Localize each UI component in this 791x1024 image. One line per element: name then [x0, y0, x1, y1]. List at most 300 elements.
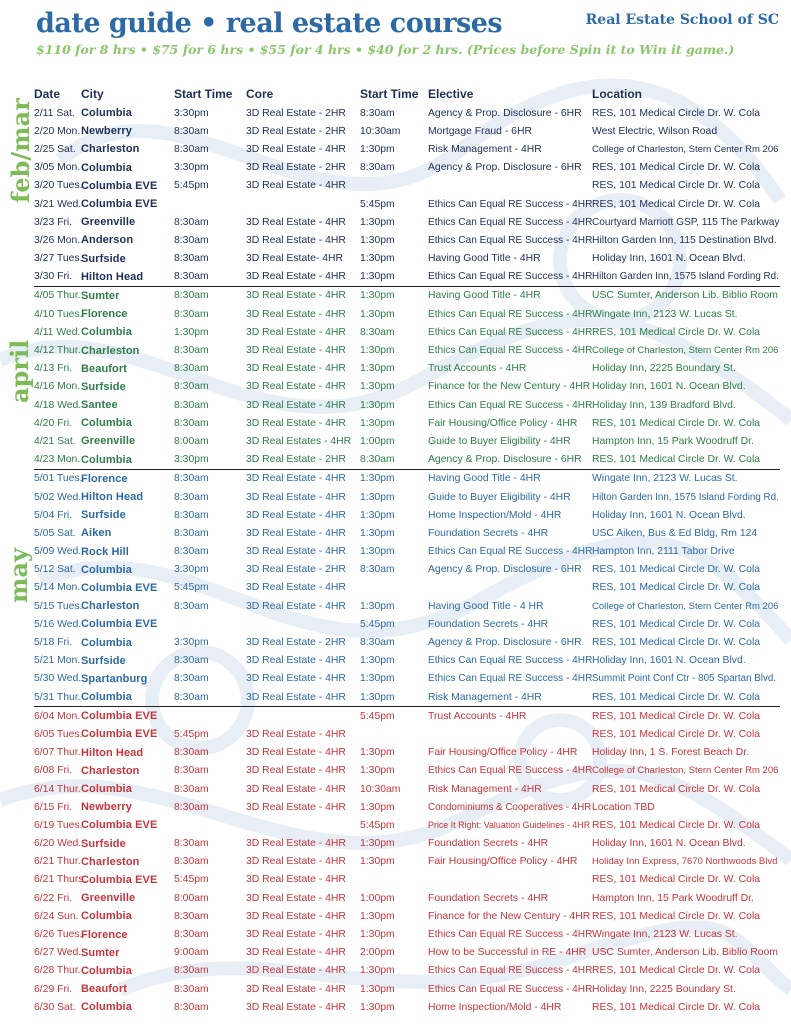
cell-location: Holiday Inn, 1601 N. Ocean Blvd. [592, 253, 746, 265]
cell-location: RES, 101 Medical Circle Dr. W. Cola [592, 1001, 761, 1013]
cell-core-start-time: 8:30am [174, 673, 209, 685]
cell-elective-course: Ethics Can Equal RE Success - 4HR [428, 965, 592, 977]
cell-elective-course: Ethics Can Equal RE Success - 4HR [428, 673, 592, 685]
cell-core-start-time: 8:30am [174, 747, 209, 759]
cell-core-start-time: 8:30am [174, 856, 209, 868]
cell-elective-course: Having Good Title - 4HR [428, 473, 541, 485]
cell-core-start-time: 8:30am [174, 271, 209, 283]
table-row [34, 670, 780, 688]
cell-elective-course: Ethics Can Equal RE Success - 4HR [428, 399, 592, 411]
cell-date: 5/02 Wed. [34, 491, 82, 503]
cell-core-course: 3D Real Estate - 4HR [246, 691, 346, 703]
cell-core-course: 3D Real Estate - 4HR [246, 983, 346, 995]
cell-city: Columbia EVE [81, 581, 158, 594]
cell-elective-start-time: 1:30pm [360, 345, 395, 357]
cell-date: 4/20 Fri. [34, 417, 73, 429]
page-header [36, 6, 779, 42]
cell-date: 6/07 Thur. [34, 747, 81, 759]
cell-location: RES, 101 Medical Circle Dr. W. Cola [592, 454, 761, 466]
cell-elective-start-time: 1:30pm [360, 838, 395, 850]
cell-date: 6/27 Wed. [34, 947, 82, 959]
cell-date: 6/04 Mon. [34, 710, 81, 722]
cell-date: 5/18 Fri. [34, 637, 73, 649]
table-row [34, 159, 780, 177]
cell-core-start-time: 3:30pm [174, 107, 209, 119]
cell-city: Columbia [81, 107, 132, 120]
cell-core-start-time: 8:30am [174, 765, 209, 777]
table-row [34, 816, 780, 834]
cell-core-course: 3D Real Estate - 4HR [246, 271, 346, 283]
cell-core-start-time: 8:30am [174, 216, 209, 228]
cell-elective-course: Ethics Can Equal RE Success - 4HR [428, 271, 592, 283]
cell-elective-course: Foundation Secrets - 4HR [428, 892, 549, 904]
cell-core-course: 3D Real Estate - 4HR [246, 728, 346, 740]
cell-date: 6/28 Thur. [34, 965, 81, 977]
cell-location: Holiday Inn, 139 Bradford Blvd. [592, 399, 736, 411]
cell-elective-start-time: 1:30pm [360, 234, 395, 246]
cell-core-course: 3D Real Estate - 4HR [246, 655, 346, 667]
cell-city: Santee [81, 399, 118, 412]
table-row [34, 470, 780, 488]
table-row [34, 140, 780, 158]
table-row [34, 744, 780, 762]
cell-core-course: 3D Real Estates - 4HR [246, 435, 352, 447]
cell-city: Newberry [81, 125, 132, 138]
cell-elective-course: How to be Successful in RE - 4HR [428, 947, 587, 959]
table-row [34, 432, 780, 450]
cell-date: 3/05 Mon. [34, 162, 81, 174]
cell-date: 6/14 Thur. [34, 783, 81, 795]
cell-core-course: 3D Real Estate - 4HR [246, 527, 346, 539]
cell-location: Holiday Inn, 2225 Boundary St. [592, 363, 736, 375]
cell-elective-course: Fair Housing/Office Policy - 4HR [428, 417, 578, 429]
cell-date: 6/05 Tues. [34, 728, 83, 740]
cell-elective-course: Having Good Title - 4HR [428, 290, 541, 302]
cell-core-start-time: 3:30pm [174, 162, 209, 174]
cell-city: Columbia EVE [81, 728, 158, 741]
cell-date: 5/05 Sat. [34, 527, 76, 539]
cell-city: Columbia [81, 783, 132, 796]
table-row [34, 360, 780, 378]
cell-elective-start-time: 1:30pm [360, 801, 395, 813]
cell-location: RES, 101 Medical Circle Dr. W. Cola [592, 965, 761, 977]
cell-elective-course: Agency & Prop. Disclosure - 6HR [428, 564, 582, 576]
cell-elective-start-time: 1:30pm [360, 399, 395, 411]
cell-city: Greenville [81, 435, 136, 448]
cell-elective-start-time: 1:30pm [360, 143, 395, 155]
table-row [34, 488, 780, 506]
cell-city: Columbia EVE [81, 710, 158, 723]
cell-elective-course: Ethics Can Equal RE Success - 4HR [428, 345, 592, 357]
cell-location: Hampton Inn, 2111 Tabor Drive [592, 546, 735, 558]
cell-core-course: 3D Real Estate - 4HR [246, 345, 346, 357]
cell-city: Greenville [81, 216, 136, 229]
cell-city: Columbia [81, 417, 132, 430]
cell-elective-course: Ethics Can Equal RE Success - 4HR [428, 765, 592, 777]
cell-location: RES, 101 Medical Circle Dr. W. Cola [592, 637, 761, 649]
cell-elective-start-time: 1:00pm [360, 892, 395, 904]
cell-elective-course: Ethics Can Equal RE Success - 4HR [428, 983, 592, 995]
table-row [34, 907, 780, 925]
cell-core-course: 3D Real Estate - 2HR [246, 125, 346, 137]
cell-date: 3/30 Fri. [34, 271, 73, 283]
cell-location: RES, 101 Medical Circle Dr. W. Cola [592, 910, 761, 922]
cell-elective-course: Condominiums & Cooperatives - 4HR [428, 801, 592, 813]
cell-core-start-time: 8:30am [174, 417, 209, 429]
cell-core-start-time: 8:30am [174, 527, 209, 539]
cell-city: Columbia [81, 636, 132, 649]
cell-elective-course: Guide to Buyer Eligibility - 4HR [428, 435, 571, 447]
cell-elective-course: Ethics Can Equal RE Success - 4HR [428, 655, 592, 667]
table-row [34, 944, 780, 962]
cell-date: 6/24 Sun. [34, 910, 79, 922]
cell-core-start-time: 8:30am [174, 308, 209, 320]
cell-elective-course: Agency & Prop. Disclosure - 6HR [428, 107, 582, 119]
cell-location: Holiday Inn, 1601 N. Ocean Blvd. [592, 509, 746, 521]
table-row [34, 998, 780, 1016]
cell-location: USC Aiken, Bus & Ed Bldg, Rm 124 [592, 527, 758, 539]
cell-date: 4/12 Thur. [34, 345, 81, 357]
cell-city: Florence [81, 308, 128, 321]
cell-elective-course: Trust Accounts - 4HR [428, 363, 527, 375]
table-row [34, 231, 780, 249]
cell-elective-start-time: 1:30pm [360, 655, 395, 667]
table-row [34, 341, 780, 359]
table-row [34, 177, 780, 195]
cell-location: Wingate Inn, 2123 W. Lucas St. [592, 929, 738, 941]
cell-date: 6/22 Fri. [34, 892, 73, 904]
cell-elective-start-time: 5:45pm [360, 710, 395, 722]
cell-core-course: 3D Real Estate - 4HR [246, 234, 346, 246]
cell-core-start-time: 8:30am [174, 655, 209, 667]
cell-location: USC Sumter, Anderson Lib. Biblio Room [592, 947, 778, 959]
table-row [34, 980, 780, 998]
cell-core-start-time: 8:30am [174, 143, 209, 155]
cell-elective-course: Ethics Can Equal RE Success - 4HR [428, 216, 592, 228]
cell-core-start-time: 3:30pm [174, 454, 209, 466]
cell-location: RES, 101 Medical Circle Dr. W. Cola [592, 819, 761, 831]
cell-location: RES, 101 Medical Circle Dr. W. Cola [592, 582, 761, 594]
cell-elective-course: Ethics Can Equal RE Success - 4HR [428, 546, 592, 558]
table-row [34, 652, 780, 670]
cell-location: Hilton Garden Inn, 1575 Island Fording Rd. [592, 491, 779, 503]
table-row [34, 707, 780, 725]
month-label-april: april [5, 339, 34, 403]
cell-core-course: 3D Real Estate - 2HR [246, 107, 346, 119]
cell-elective-start-time: 8:30am [360, 107, 395, 119]
cell-city: Columbia [81, 1001, 132, 1014]
cell-core-start-time: 8:30am [174, 253, 209, 265]
cell-elective-course: Agency & Prop. Disclosure - 6HR [428, 162, 582, 174]
cell-city: Surfside [81, 380, 126, 393]
cell-elective-course: Ethics Can Equal RE Success - 4HR [428, 198, 592, 210]
table-row [34, 762, 780, 780]
cell-city: Surfside [81, 252, 126, 265]
cell-elective-start-time: 1:30pm [360, 747, 395, 759]
month-label-may: may [4, 548, 33, 603]
cell-date: 5/16 Wed. [34, 618, 82, 630]
cell-city: Columbia [81, 964, 132, 977]
table-row [34, 506, 780, 524]
cell-core-start-time: 8:30am [174, 546, 209, 558]
cell-core-start-time: 8:30am [174, 363, 209, 375]
cell-core-course: 3D Real Estate - 4HR [246, 910, 346, 922]
cell-city: Greenville [81, 892, 136, 905]
cell-city: Columbia EVE [81, 873, 158, 886]
table-row [34, 962, 780, 980]
cell-date: 6/20 Wed. [34, 838, 82, 850]
cell-elective-start-time: 1:30pm [360, 491, 395, 503]
cell-location: RES, 101 Medical Circle Dr. W. Cola [592, 180, 761, 192]
cell-elective-start-time: 1:30pm [360, 216, 395, 228]
table-row [34, 871, 780, 889]
cell-location: RES, 101 Medical Circle Dr. W. Cola [592, 618, 761, 630]
column-header-date: Date [34, 87, 61, 101]
cell-location: RES, 101 Medical Circle Dr. W. Cola [592, 198, 761, 210]
cell-core-start-time: 3:30pm [174, 564, 209, 576]
cell-core-course: 3D Real Estate - 4HR [246, 783, 346, 795]
cell-city: Charleston [81, 855, 140, 868]
cell-location: Holiday Inn, 1601 N. Ocean Blvd. [592, 655, 746, 667]
cell-elective-start-time: 10:30am [360, 783, 401, 795]
cell-date: 4/16 Mon. [34, 381, 81, 393]
cell-location: Holiday Inn, 1601 N. Ocean Blvd. [592, 381, 746, 393]
cell-elective-start-time: 1:30pm [360, 473, 395, 485]
cell-elective-course: Ethics Can Equal RE Success - 4HR [428, 929, 592, 941]
cell-core-start-time: 5:45pm [174, 874, 209, 886]
cell-location: RES, 101 Medical Circle Dr. W. Cola [592, 783, 761, 795]
cell-elective-course: Having Good Title - 4 HR [428, 600, 544, 612]
month-label-feb-mar: feb/mar [6, 98, 35, 203]
cell-core-start-time: 8:00am [174, 892, 209, 904]
cell-core-start-time: 8:30am [174, 600, 209, 612]
cell-city: Columbia [81, 910, 132, 923]
cell-date: 5/30 Wed. [34, 673, 82, 685]
cell-city: Aiken [81, 527, 112, 540]
cell-city: Spartanburg [81, 672, 148, 685]
cell-location: Wingate Inn, 2123 W. Lucas St. [592, 473, 738, 485]
cell-elective-course: Price It Right: Valuation Guidelines - 4HR [428, 820, 591, 831]
cell-core-course: 3D Real Estate - 4HR [246, 582, 346, 594]
cell-core-course: 3D Real Estate - 4HR [246, 856, 346, 868]
cell-city: Charleston [81, 600, 140, 613]
cell-date: 6/21 Thurs. [34, 874, 87, 886]
month-section [34, 707, 780, 1016]
cell-elective-start-time: 1:30pm [360, 856, 395, 868]
cell-location: Hilton Garden Inn, 1575 Island Fording Rd. [592, 271, 779, 283]
cell-core-course: 3D Real Estate - 4HR [246, 509, 346, 521]
cell-location: West Electric, Wilson Road [592, 125, 718, 137]
cell-elective-start-time: 5:45pm [360, 618, 395, 630]
cell-core-start-time: 8:30am [174, 983, 209, 995]
cell-date: 4/11 Wed. [34, 326, 81, 338]
cell-core-start-time: 8:30am [174, 125, 209, 137]
cell-date: 5/04 Fri. [34, 509, 73, 521]
cell-date: 2/20 Mon. [34, 125, 81, 137]
cell-city: Columbia [81, 563, 132, 576]
cell-date: 6/19 Tues. [34, 819, 83, 831]
cell-city: Newberry [81, 801, 132, 814]
cell-core-course: 3D Real Estate - 2HR [246, 454, 346, 466]
cell-city: Florence [81, 928, 128, 941]
cell-core-course: 3D Real Estate - 4HR [246, 1001, 346, 1013]
cell-location: Hilton Garden Inn, 115 Destination Blvd. [592, 234, 777, 246]
table-row [34, 524, 780, 542]
price-list: $110 for 8 hrs • $75 for 6 hrs • $55 for 4 hrs • $40 for 2 hrs. (Prices before Spin it to Win it game.) [36, 42, 735, 57]
school-name: Real Estate School of SC [585, 12, 779, 28]
cell-date: 6/30 Sat. [34, 1001, 76, 1013]
cell-elective-course: Trust Accounts - 4HR [428, 710, 527, 722]
cell-location: RES, 101 Medical Circle Dr. W. Cola [592, 107, 761, 119]
cell-elective-course: Foundation Secrets - 4HR [428, 838, 549, 850]
cell-elective-course: Fair Housing/Office Policy - 4HR [428, 856, 578, 868]
table-row [34, 780, 780, 798]
cell-core-start-time: 8:30am [174, 234, 209, 246]
cell-elective-course: Agency & Prop. Disclosure - 6HR [428, 454, 582, 466]
cell-core-start-time: 8:30am [174, 838, 209, 850]
cell-city: Rock Hill [81, 545, 129, 558]
cell-location: Hampton Inn, 15 Park Woodruff Dr. [592, 435, 754, 447]
cell-location: Summit Point Conf Ctr - 805 Spartan Blvd. [592, 673, 777, 685]
cell-core-start-time: 8:30am [174, 801, 209, 813]
cell-date: 4/21 Sat. [34, 435, 76, 447]
cell-location: USC Sumter, Anderson Lib. Biblio Room [592, 290, 778, 302]
cell-elective-course: Risk Management - 4HR [428, 143, 542, 155]
cell-date: 3/21 Wed. [34, 198, 82, 210]
cell-core-course: 3D Real Estate - 2HR [246, 564, 346, 576]
cell-location: Holiday Inn, 1 S. Forest Beach Dr. [592, 747, 750, 759]
cell-date: 6/21 Thur. [34, 856, 81, 868]
cell-elective-start-time: 1:30pm [360, 691, 395, 703]
table-row [34, 615, 780, 633]
cell-core-course: 3D Real Estate - 4HR [246, 929, 346, 941]
cell-elective-course: Foundation Secrets - 4HR [428, 618, 549, 630]
cell-core-course: 3D Real Estate - 4HR [246, 143, 346, 155]
cell-core-start-time: 8:30am [174, 1001, 209, 1013]
cell-elective-start-time: 1:30pm [360, 509, 395, 521]
cell-core-start-time: 1:30pm [174, 326, 209, 338]
cell-elective-course: Mortgage Fraud - 6HR [428, 125, 532, 137]
cell-location: College of Charleston, Stern Center Rm 206 [592, 345, 779, 357]
cell-elective-course: Ethics Can Equal RE Success - 4HR [428, 308, 592, 320]
cell-location: RES, 101 Medical Circle Dr. W. Cola [592, 162, 761, 174]
cell-elective-start-time: 1:30pm [360, 600, 395, 612]
cell-city: Hilton Head [81, 491, 144, 504]
cell-elective-course: Ethics Can Equal RE Success - 4HR [428, 234, 592, 246]
cell-core-course: 3D Real Estate - 4HR [246, 965, 346, 977]
table-row [34, 688, 780, 706]
cell-location: Holiday Inn Express, 7670 Northwoods Blvd [592, 856, 778, 868]
cell-elective-course: Ethics Can Equal RE Success - 4HR [428, 326, 592, 338]
table-row [34, 213, 780, 231]
table-row [34, 561, 780, 579]
column-header-core: Core [246, 87, 274, 101]
cell-elective-start-time: 1:30pm [360, 673, 395, 685]
column-header-elective: Elective [428, 87, 474, 101]
cell-core-start-time: 8:30am [174, 910, 209, 922]
cell-elective-start-time: 8:30am [360, 162, 395, 174]
cell-city: Hilton Head [81, 270, 144, 283]
cell-date: 3/26 Mon. [34, 234, 81, 246]
cell-core-course: 3D Real Estate - 4HR [246, 874, 346, 886]
cell-city: Columbia [81, 161, 132, 174]
cell-core-start-time: 5:45pm [174, 180, 209, 192]
cell-core-course: 3D Real Estate - 4HR [246, 473, 346, 485]
cell-date: 4/23 Mon. [34, 454, 81, 466]
table-row [34, 122, 780, 140]
cell-date: 6/08 Fri. [34, 765, 73, 777]
cell-core-course: 3D Real Estate - 4HR [246, 838, 346, 850]
cell-location: College of Charleston, Stern Center Rm 206 [592, 143, 779, 155]
table-row [34, 323, 780, 341]
cell-city: Columbia [81, 691, 132, 704]
cell-city: Sumter [81, 289, 120, 302]
cell-elective-start-time: 8:30am [360, 637, 395, 649]
cell-core-course: 3D Real Estate - 4HR [246, 491, 346, 503]
cell-elective-start-time: 1:00pm [360, 435, 395, 447]
column-header-core-start: Start Time [174, 87, 233, 101]
cell-core-start-time: 8:30am [174, 491, 209, 503]
cell-date: 4/13 Fri. [34, 363, 73, 375]
table-row [34, 451, 780, 469]
cell-elective-start-time: 1:30pm [360, 417, 395, 429]
cell-location: RES, 101 Medical Circle Dr. W. Cola [592, 728, 761, 740]
cell-city: Surfside [81, 509, 126, 522]
cell-elective-start-time: 10:30am [360, 125, 401, 137]
cell-location: RES, 101 Medical Circle Dr. W. Cola [592, 710, 761, 722]
table-row [34, 104, 780, 122]
cell-elective-start-time: 1:30pm [360, 929, 395, 941]
table-row [34, 633, 780, 651]
cell-elective-start-time: 1:30pm [360, 527, 395, 539]
cell-core-course: 3D Real Estate - 2HR [246, 637, 346, 649]
table-row [34, 889, 780, 907]
cell-date: 5/15 Tues. [34, 600, 83, 612]
table-row [34, 597, 780, 615]
cell-city: Charleston [81, 143, 140, 156]
cell-location: Holiday Inn, 1601 N. Ocean Blvd. [592, 838, 746, 850]
cell-city: Sumter [81, 946, 120, 959]
cell-date: 5/09 Wed. [34, 546, 82, 558]
cell-core-start-time: 8:30am [174, 509, 209, 521]
table-row [34, 543, 780, 561]
table-row [34, 414, 780, 432]
cell-elective-course: Guide to Buyer Eligibility - 4HR [428, 491, 571, 503]
cell-core-course: 3D Real Estate - 4HR [246, 326, 346, 338]
column-header-elective-start: Start Time [360, 87, 419, 101]
cell-core-course: 3D Real Estate - 4HR [246, 417, 346, 429]
cell-date: 2/11 Sat. [34, 107, 75, 119]
column-header-location: Location [592, 87, 642, 101]
table-row [34, 725, 780, 743]
cell-city: Charleston [81, 764, 140, 777]
cell-date: 6/29 Fri. [34, 983, 73, 995]
table-row [34, 305, 780, 323]
table-row [34, 798, 780, 816]
cell-core-start-time: 8:30am [174, 399, 209, 411]
cell-date: 3/23 Fri. [34, 216, 73, 228]
cell-date: 5/21 Mon. [34, 655, 81, 667]
table-row [34, 853, 780, 871]
cell-core-start-time: 5:45pm [174, 582, 209, 594]
cell-city: Columbia [81, 326, 132, 339]
cell-city: Hilton Head [81, 746, 144, 759]
cell-elective-start-time: 8:30am [360, 326, 395, 338]
cell-date: 6/15 Fri. [34, 801, 73, 813]
cell-city: Beaufort [81, 362, 128, 375]
cell-elective-start-time: 1:30pm [360, 983, 395, 995]
cell-elective-course: Finance for the New Century - 4HR [428, 381, 591, 393]
